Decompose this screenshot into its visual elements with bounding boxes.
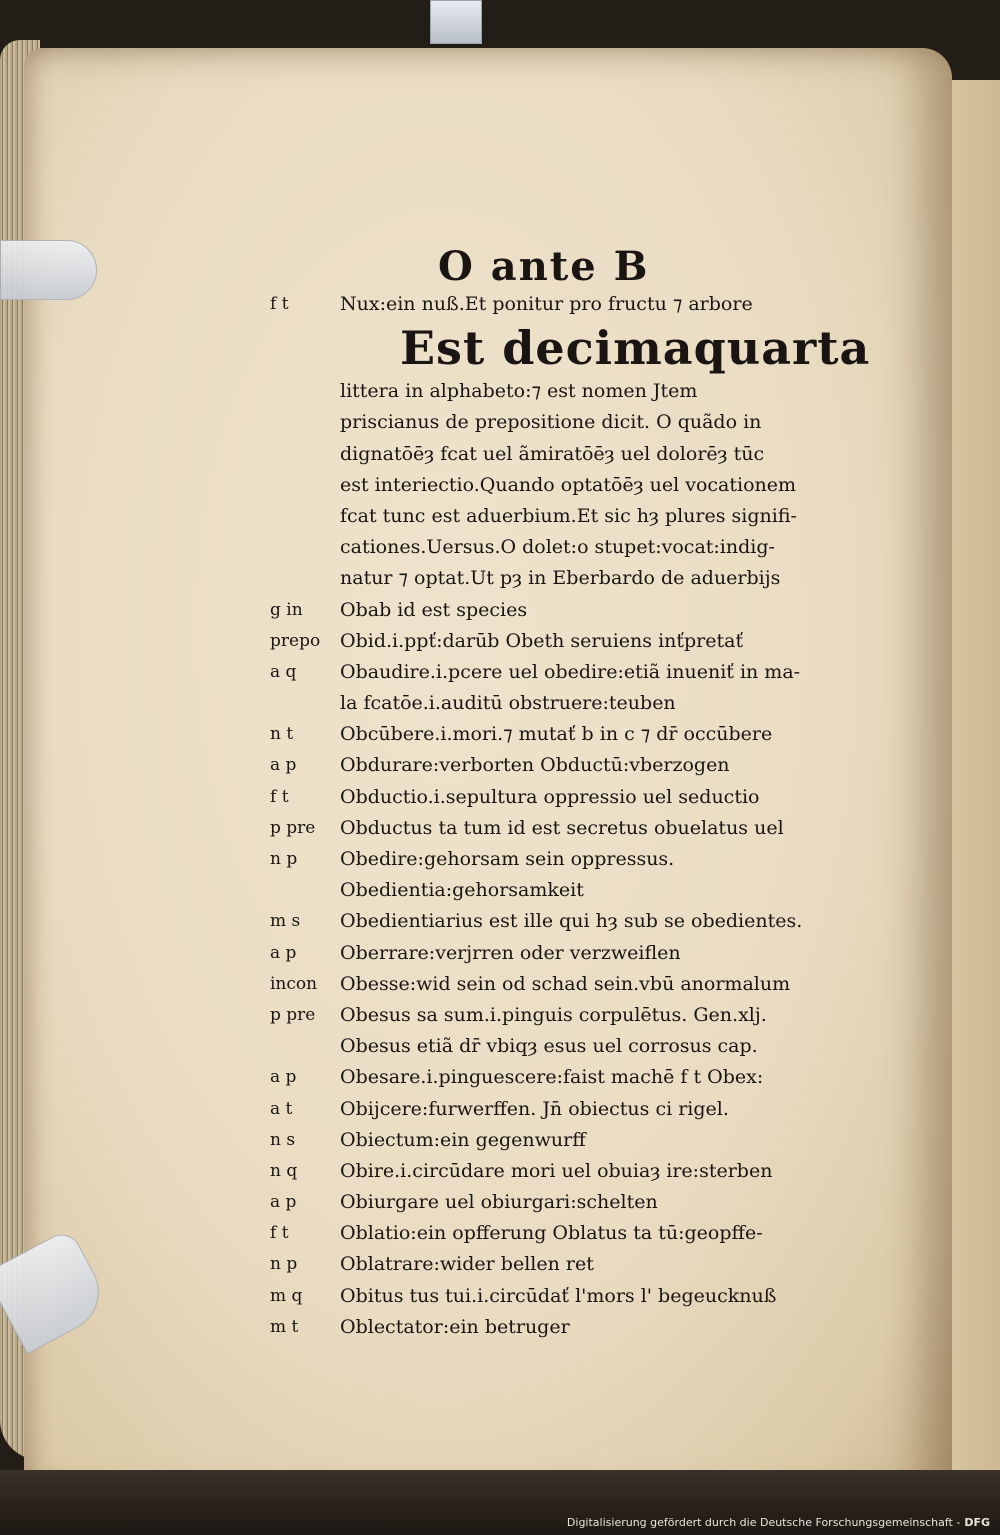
line-text: dignatōēȝ fcat uel ãmiratōēȝ uel dolorēȝ tūc (340, 442, 765, 465)
text-line (270, 1187, 880, 1218)
margin-note: p pre (270, 1004, 316, 1025)
margin-note: m q (270, 1285, 303, 1306)
text-line (270, 1312, 880, 1343)
line-text: la fcatōe.i.auditū obstruere:teuben (340, 692, 676, 715)
text-line (270, 875, 880, 906)
text-lines (270, 376, 880, 1343)
line-text: cationes.Uersus.O dolet:o stupet:vocat:indig- (340, 536, 775, 559)
text-line (270, 657, 880, 688)
text-line (270, 532, 880, 563)
line-text: Oblatrare:wider bellen ret (340, 1253, 594, 1276)
footer-text: Digitalisierung gefördert durch die Deutsche Forschungsgemeinschaft - (566, 1516, 961, 1529)
line-text: Obedire:gehorsam sein oppressus. (340, 848, 675, 870)
text-line (270, 782, 880, 813)
line-text: Obaudire.i.pcere uel obedire:etiã inueniť in ma- (340, 660, 801, 683)
margin-note: f t (270, 294, 289, 314)
footer-credit (567, 1516, 990, 1529)
text-line (270, 969, 880, 1000)
page-clip (0, 240, 97, 300)
line-text: Obdurare:verborten Obductū:vberzogen (340, 754, 730, 777)
text-line (270, 1125, 880, 1156)
text-line (270, 407, 880, 438)
line-text: fcat tunc est aduerbium.Et sic hȝ plures signifi- (340, 504, 797, 527)
text-line (270, 1218, 880, 1249)
margin-note: a p (270, 1067, 297, 1088)
text-line (270, 906, 880, 937)
margin-note: a p (270, 1192, 297, 1213)
line-text: Nux:ein nuß.Et ponitur pro fructu ⁊ arbore (340, 293, 753, 315)
margin-note: prepo (270, 630, 321, 651)
margin-note: a q (270, 661, 297, 682)
line-text: natur ⁊ optat.Ut pȝ in Eberbardo de aduerbijs (340, 567, 781, 590)
text-line (270, 1281, 880, 1312)
line-text: Obesare.i.pinguescere:faist machē f t Obex: (340, 1066, 764, 1089)
text-line (270, 1000, 880, 1031)
text-line (270, 1062, 880, 1093)
text-line (270, 844, 880, 875)
line-text: Oberrare:verjrren oder verzweiflen (340, 941, 681, 964)
dfg-logo: DFG (964, 1516, 990, 1529)
text-line (270, 595, 880, 626)
initial-heading: Est decimaquarta (400, 321, 871, 376)
text-line (270, 1249, 880, 1280)
line-text: Obiurgare uel obiurgari:schelten (340, 1191, 658, 1214)
line-text: littera in alphabeto:⁊ est nomen Jtem (340, 380, 698, 403)
text-line (270, 750, 880, 781)
margin-note: a p (270, 942, 297, 963)
page-header: O ante B (438, 243, 650, 290)
text-line (270, 626, 880, 657)
line-text: Obductio.i.sepultura oppressio uel seductio (340, 785, 760, 808)
text-line (270, 470, 880, 501)
page-text (270, 245, 880, 1343)
line-text: Obedientia:gehorsamkeit (340, 879, 584, 902)
margin-note: m s (270, 911, 301, 932)
line-text: Oblatio:ein opfferung Oblatus ta tū:geopffe- (340, 1222, 763, 1245)
margin-note: n p (270, 849, 298, 869)
line-text: Obesus etiã dr̄ vbiqȝ esus uel corrosus cap. (340, 1035, 758, 1058)
text-line (270, 376, 880, 407)
text-line (270, 719, 880, 750)
text-line (270, 1031, 880, 1062)
text-line (270, 938, 880, 969)
line-text: Obesus sa sum.i.pinguis corpulētus. Gen.xlj. (340, 1003, 767, 1026)
line-text: Obcūbere.i.mori.⁊ mutať b in c ⁊ dr̄ occūbere (340, 723, 773, 746)
margin-note: incon (270, 973, 318, 994)
line-text: Obitus tus tui.i.circūdať l'mors l' begeucknuß (340, 1284, 777, 1307)
margin-note: f t (270, 786, 289, 807)
line-text: Obesse:wid sein od schad sein.vbū anormalum (340, 972, 791, 995)
margin-note: n t (270, 724, 294, 745)
margin-note: n p (270, 1254, 298, 1275)
text-line (270, 813, 880, 844)
margin-note: n s (270, 1129, 296, 1150)
line-text: Obiectum:ein gegenwurff (340, 1128, 586, 1151)
text-line (270, 501, 880, 532)
line-text: Obijcere:furwerffen. Jn̄ obiectus ci rigel. (340, 1097, 729, 1120)
line-text: Oblectator:ein betruger (340, 1315, 570, 1338)
text-line (270, 289, 880, 320)
margin-note: g in (270, 599, 303, 620)
text-line (270, 688, 880, 719)
margin-note: a t (270, 1098, 293, 1119)
line-text: Obedientiarius est ille qui hȝ sub se obedientes. (340, 910, 803, 933)
page-marker-tab (430, 0, 482, 44)
margin-note: m t (270, 1316, 299, 1337)
margin-note: f t (270, 1223, 289, 1244)
line-text: Obductus ta tum id est secretus obuelatus uel (340, 816, 784, 839)
line-text: Obid.i.ppť:darūb Obeth seruiens inťpretať (340, 629, 744, 652)
line-text: priscianus de prepositione dicit. O quãdo in (340, 411, 762, 434)
margin-note: n q (270, 1160, 298, 1181)
text-line (270, 1094, 880, 1125)
text-line (270, 439, 880, 470)
margin-note: a p (270, 755, 297, 776)
margin-note: p pre (270, 817, 316, 838)
line-text: Obire.i.circūdare mori uel obuiaȝ ire:sterben (340, 1159, 773, 1182)
text-line (270, 563, 880, 594)
line-text: Obab id est species (340, 598, 528, 621)
text-line (270, 1156, 880, 1187)
line-text: est interiectio.Quando optatōēȝ uel vocationem (340, 473, 796, 496)
